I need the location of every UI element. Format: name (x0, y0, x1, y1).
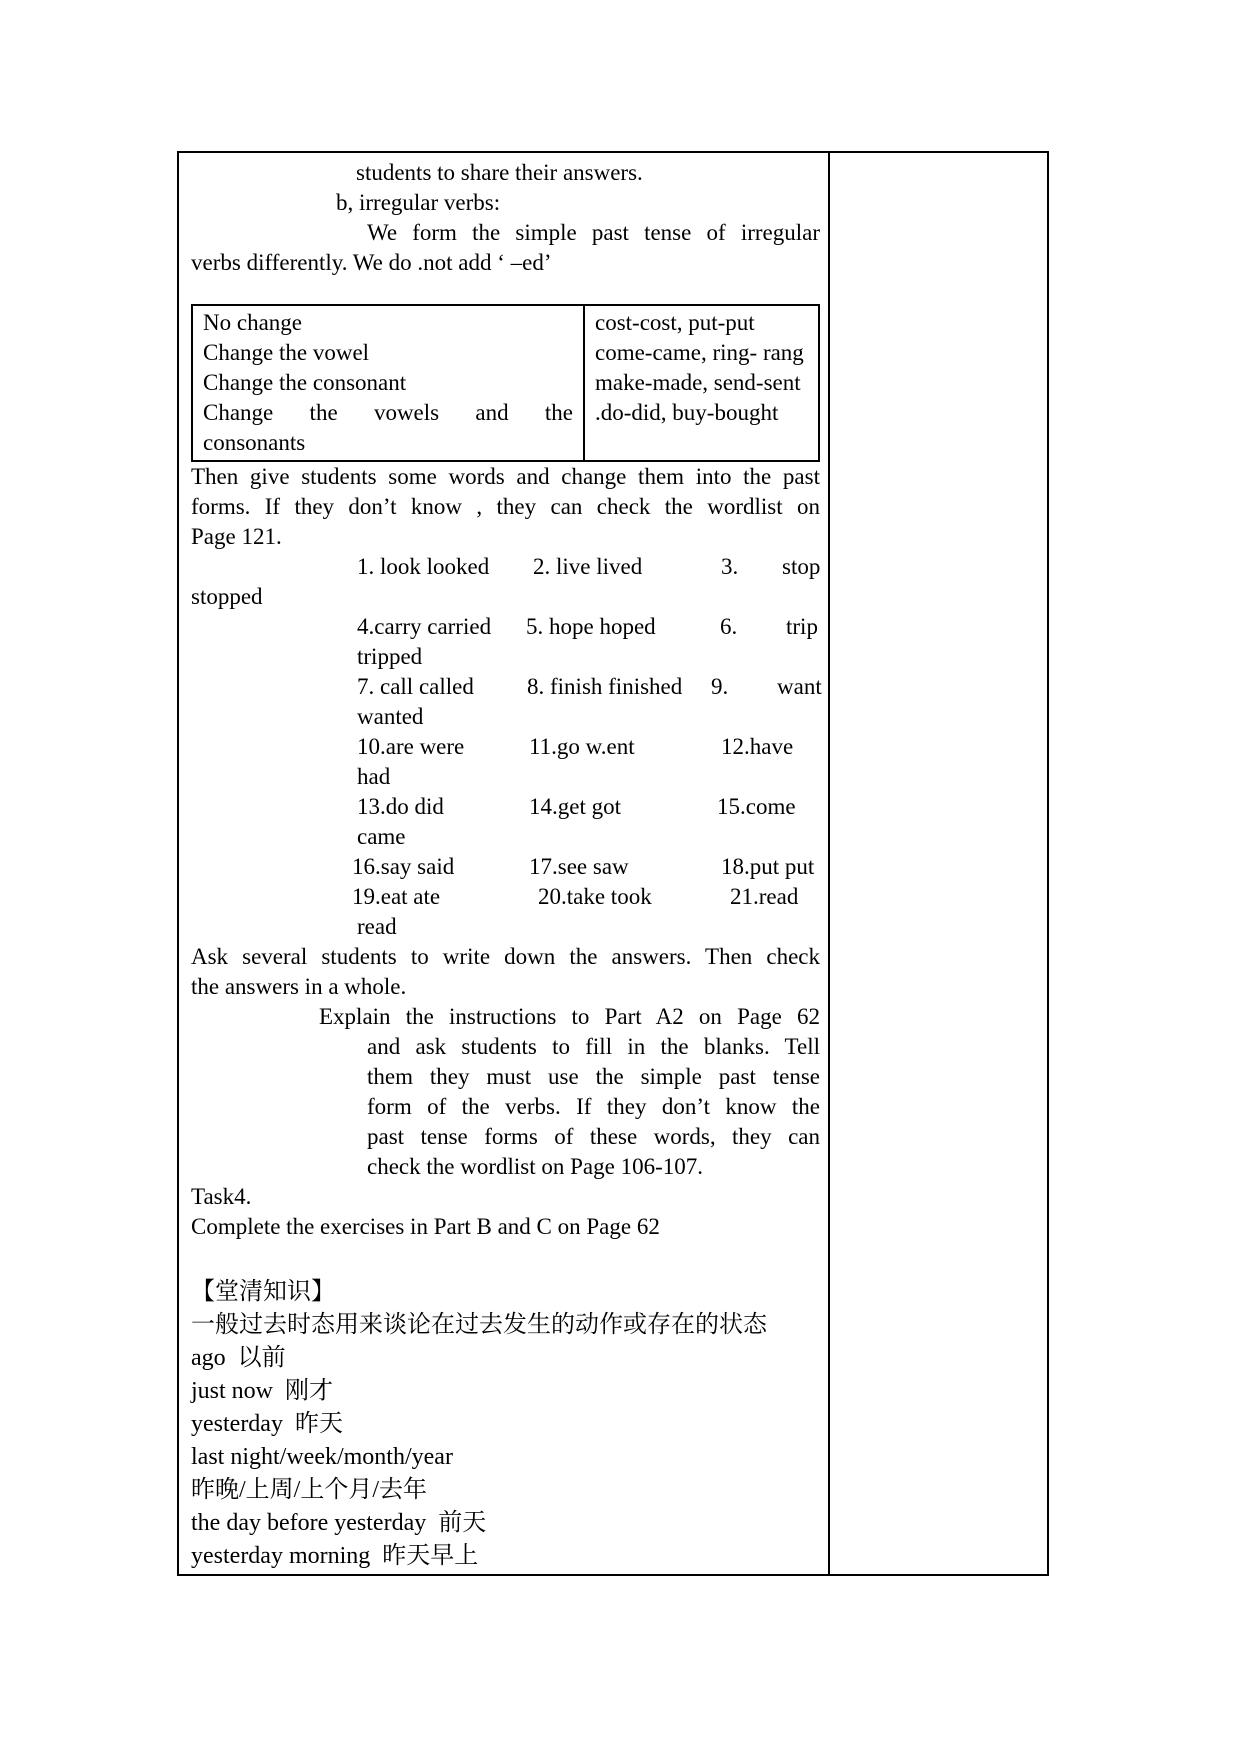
text-line: Explain the instructions to Part A2 on Page 62 (319, 1004, 820, 1029)
blank-space (191, 1242, 820, 1276)
text-line: 一般过去时态用来谈论在过去发生的动作或存在的状态 (191, 1312, 767, 1338)
verb-list-line (191, 672, 820, 702)
verb-list-item: 14.get got (529, 794, 621, 819)
verb-list-item: 9. (711, 674, 729, 699)
empty-side-cell (830, 153, 1047, 1574)
text-line: the day before yesterday 前天 (191, 1510, 487, 1536)
verb-list-line (191, 822, 820, 852)
verb-list-item: 15.come (717, 794, 796, 819)
text-line: b, irregular verbs: (336, 190, 501, 215)
verb-list-item: stop (782, 554, 821, 579)
verb-list-item: tripped (357, 644, 423, 669)
text-line: verbs differently. We do .not add ‘ –ed’ (191, 250, 552, 275)
text-line: Task4. (191, 1184, 252, 1209)
text-line: come-came, ring- rang (595, 340, 804, 365)
text-line: last night/week/month/year (191, 1444, 453, 1470)
text-line: 昨晚/上周/上个月/去年 (191, 1477, 428, 1503)
verb-list-item: had (357, 764, 391, 789)
verb-list-item: 3. (721, 554, 739, 579)
text-line: Ask several students to write down the answers. Then check (191, 944, 820, 969)
text-line: form of the verbs. If they don’t know the (367, 1094, 820, 1119)
text-line: just now 刚才 (191, 1378, 334, 1404)
main-content-cell (179, 153, 830, 1574)
text-line: We form the simple past tense of irregular (367, 220, 820, 245)
verb-list-item: 12.have (721, 734, 794, 759)
text-line: .do-did, buy-bought (595, 400, 779, 425)
verb-list-item: came (357, 824, 406, 849)
text-line: forms. If they don’t know , they can check the wordlist on (191, 494, 820, 519)
verb-list-line (191, 642, 820, 672)
verb-list-line (191, 552, 820, 582)
text-line: and ask students to fill in the blanks. Tell (367, 1034, 820, 1059)
verb-list-item: want (777, 674, 822, 699)
verb-list-item: 18.put put (721, 854, 815, 879)
text-line: students to share their answers. (356, 160, 643, 185)
text-line: cost-cost, put-put (595, 310, 755, 335)
verb-examples-cell (585, 306, 818, 460)
verb-list-line (191, 762, 820, 792)
verb-list-item: 4.carry carried (357, 614, 492, 639)
verb-list-item: read (357, 914, 397, 939)
text-line: them they must use the simple past tense (367, 1064, 820, 1089)
blank-space (191, 278, 820, 304)
verb-list-item: 6. (720, 614, 738, 639)
text-line: Then give students some words and change them into the past (191, 464, 820, 489)
text-line: 【堂清知识】 (191, 1279, 335, 1305)
verb-list-item: 10.are were (357, 734, 465, 759)
verb-list-item: 11.go w.ent (529, 734, 635, 759)
verb-list-line (191, 852, 820, 882)
verb-list-item: 19.eat ate (352, 884, 441, 909)
verb-list-item: 16.say said (352, 854, 455, 879)
verb-change-types-cell (193, 306, 585, 460)
text-line: yesterday morning 昨天早上 (191, 1543, 479, 1569)
verb-list-line (191, 912, 820, 942)
verb-list-item: 21.read (730, 884, 799, 909)
text-line: Change the vowel (203, 340, 370, 365)
verb-list-item: 8. finish finished (527, 674, 683, 699)
lesson-plan-table (177, 151, 1049, 1576)
text-line: make-made, send-sent (595, 370, 801, 395)
verb-list-line (191, 882, 820, 912)
verb-list-line (191, 732, 820, 762)
text-line: the answers in a whole. (191, 974, 407, 999)
text-line: check the wordlist on Page 106-107. (367, 1154, 703, 1179)
verb-list-item: wanted (357, 704, 424, 729)
verb-list-item: 5. hope hoped (526, 614, 656, 639)
text-line: Complete the exercises in Part B and C on Page 62 (191, 1214, 660, 1239)
text-line: Page 121. (191, 524, 282, 549)
verb-list-item: trip (786, 614, 818, 639)
text-line: Change the vowels and the (203, 400, 573, 425)
verb-list-item: 17.see saw (529, 854, 629, 879)
verb-list-item: 7. call called (357, 674, 474, 699)
verb-list-item: 2. live lived (533, 554, 643, 579)
text-line: ago 以前 (191, 1345, 286, 1371)
verb-forms-table (191, 304, 820, 462)
verb-list-item: 20.take took (538, 884, 652, 909)
verb-list-line (191, 792, 820, 822)
text-line: Change the consonant (203, 370, 407, 395)
text-line: No change (203, 310, 302, 335)
verb-list-item: 13.do did (357, 794, 444, 819)
text-line: stopped (191, 584, 263, 609)
text-line: yesterday 昨天 (191, 1411, 343, 1437)
verb-list-line (191, 702, 820, 732)
verb-list-item: 1. look looked (357, 554, 490, 579)
text-line: past tense forms of these words, they can (367, 1124, 820, 1149)
text-line: consonants (203, 430, 306, 455)
verb-list-line (191, 612, 820, 642)
